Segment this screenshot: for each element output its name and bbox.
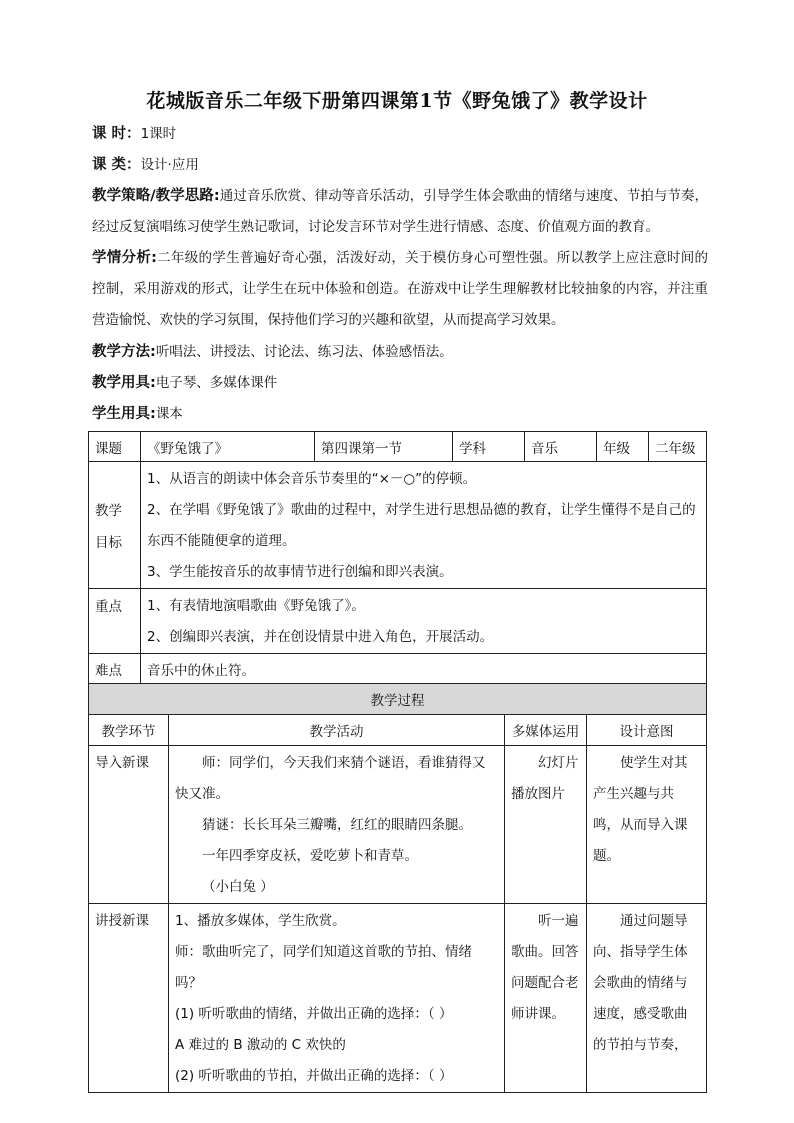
document-title: 花城版音乐二年级下册第四课第1节《野兔饿了》教学设计 bbox=[146, 90, 648, 112]
key-point-item: 2、创编即兴表演，并在创设情景中进入角色，开展活动。 bbox=[147, 629, 494, 645]
teaching-process-table bbox=[88, 683, 707, 1093]
strategy-label: 教学策略/教学思路: bbox=[92, 188, 220, 204]
activity-line: （小白兔 ） bbox=[202, 879, 274, 895]
analysis-label: 学情分析: bbox=[92, 250, 157, 266]
analysis-text: 二年级的学生普遍好奇心强，活泼好动，关于模仿身心可塑性强。所以教学上应注意时间的控制，采用游戏的形式，让学生在玩中体验和创造。在游戏中让学生理解教材比较抽象的内容，并注重营造愉悦、欢快的学习氛围，保持他们学习的兴趣和欲望，从而提高学习效果。 bbox=[92, 250, 708, 328]
strategy-paragraph bbox=[92, 181, 708, 243]
kelei-value: 设计·应用 bbox=[140, 157, 199, 173]
col-media-header: 多媒体运用 bbox=[505, 715, 587, 746]
col-intent-header: 设计意图 bbox=[587, 715, 707, 746]
keshi-value: 1课时 bbox=[140, 126, 177, 142]
meta-kelei bbox=[92, 150, 708, 181]
goals-label-line-1: 教学 bbox=[95, 503, 122, 519]
goal-item: 2、在学唱《野兔饿了》歌曲的过程中，对学生进行思想品德的教育，让学生懂得不是自己的东西不能随便拿的道理。 bbox=[147, 502, 696, 549]
student-tools-label: 学生用具: bbox=[92, 406, 156, 422]
meta-student-tools bbox=[92, 399, 708, 430]
media-cell: 听一遍歌曲。回答问题配合老师讲课。 bbox=[505, 904, 587, 1093]
table-row bbox=[89, 904, 707, 1093]
activity-line: 1、播放多媒体，学生欣赏。 bbox=[175, 913, 346, 929]
stage-cell: 导入新课 bbox=[89, 746, 169, 904]
meta-method bbox=[92, 337, 708, 368]
table-row bbox=[89, 715, 707, 746]
table-row bbox=[89, 746, 707, 904]
method-value: 听唱法、讲授法、讨论法、练习法、体验感悟法。 bbox=[155, 344, 453, 360]
key-label: 重点 bbox=[89, 589, 141, 654]
key-points-cell bbox=[141, 589, 707, 654]
activity-line: (1) 听听歌曲的情绪，并做出正确的选择：（ ） bbox=[175, 1006, 453, 1022]
activity-line: 猜谜：长长耳朵三瓣嘴，红红的眼睛四条腿。 bbox=[202, 817, 472, 833]
stage-cell: 讲授新课 bbox=[89, 904, 169, 1093]
goals-label bbox=[89, 462, 141, 589]
activity-line: (2) 听听歌曲的节拍，并做出正确的选择：（ ） bbox=[175, 1068, 453, 1084]
subject-value: 音乐 bbox=[525, 432, 597, 462]
strategy-text: 通过音乐欣赏、律动等音乐活动，引导学生体会歌曲的情绪与速度、节拍与节奏，经过反复演唱练习使学生熟记歌词，讨论发言环节对学生进行情感、态度、价值观方面的教育。 bbox=[92, 188, 709, 235]
subject-label: 学科 bbox=[453, 432, 525, 462]
tools-label: 教学用具: bbox=[92, 375, 156, 391]
key-point-item: 1、有表情地演唱歌曲《野兔饿了》。 bbox=[147, 598, 365, 614]
col-stage-header: 教学环节 bbox=[89, 715, 169, 746]
method-label: 教学方法: bbox=[92, 344, 156, 360]
table-row bbox=[89, 432, 707, 462]
media-cell: 幻灯片播放图片 bbox=[505, 746, 587, 904]
lesson-value: 第四课第一节 bbox=[315, 432, 453, 462]
meta-tools bbox=[92, 368, 708, 399]
table-row bbox=[89, 462, 707, 589]
kelei-label: 课 类： bbox=[92, 157, 141, 173]
tools-value: 电子琴、多媒体课件 bbox=[155, 375, 278, 391]
course-info-table bbox=[88, 431, 707, 684]
activity-line: 师：歌曲听完了，同学们知道这首歌的节拍、情绪吗？ bbox=[175, 944, 472, 991]
intent-cell: 使学生对其产生兴趣与共鸣，从而导入课题。 bbox=[587, 746, 707, 904]
col-activity-header: 教学活动 bbox=[169, 715, 505, 746]
goals-label-line-2: 目标 bbox=[95, 535, 122, 551]
activity-line: 师：同学们，今天我们来猜个谜语，看谁猜得又快又准。 bbox=[175, 755, 486, 802]
grade-label: 年级 bbox=[597, 432, 649, 462]
difficult-value: 音乐中的休止符。 bbox=[141, 654, 707, 684]
process-header: 教学过程 bbox=[89, 684, 707, 715]
goal-item: 3、学生能按音乐的故事情节进行创编和即兴表演。 bbox=[147, 564, 453, 580]
table-row bbox=[89, 589, 707, 654]
analysis-paragraph bbox=[92, 243, 708, 336]
keti-label: 课题 bbox=[89, 432, 141, 462]
difficult-label: 难点 bbox=[89, 654, 141, 684]
intent-cell: 通过问题导向、指导学生体会歌曲的情绪与速度，感受歌曲的节拍与节奏， bbox=[587, 904, 707, 1093]
activity-cell bbox=[169, 746, 505, 904]
goal-item: 1、从语言的朗读中体会音乐节奏里的“×－○”的停顿。 bbox=[147, 471, 477, 487]
goals-cell bbox=[141, 462, 707, 589]
meta-keshi bbox=[92, 119, 708, 150]
keti-value: 《野兔饿了》 bbox=[141, 432, 315, 462]
keshi-label: 课 时： bbox=[92, 126, 141, 142]
student-tools-value: 课本 bbox=[155, 406, 183, 422]
activity-line: 一年四季穿皮袄，爱吃萝卜和青草。 bbox=[202, 848, 418, 864]
activity-cell bbox=[169, 904, 505, 1093]
table-row bbox=[89, 684, 707, 715]
grade-value: 二年级 bbox=[649, 432, 707, 462]
table-row bbox=[89, 654, 707, 684]
activity-line: A 难过的 B 激动的 C 欢快的 bbox=[175, 1037, 346, 1053]
